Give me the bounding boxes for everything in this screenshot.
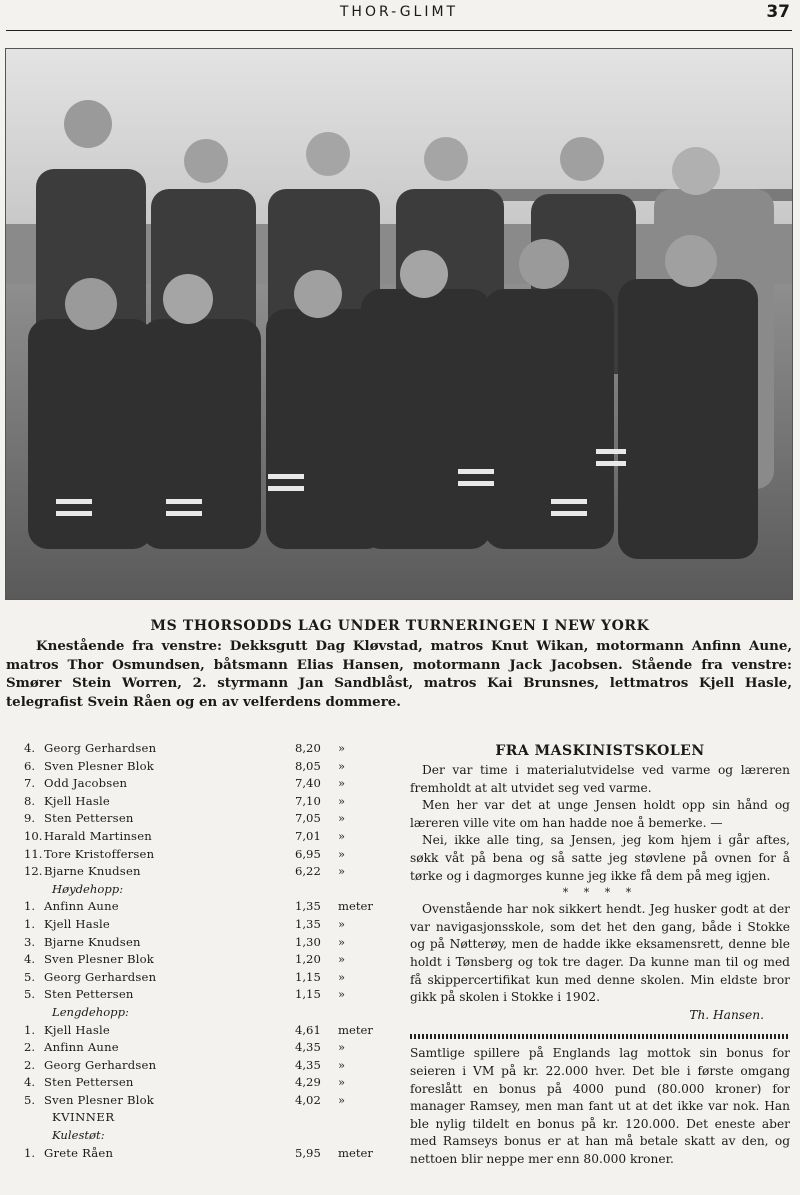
hoydehopp-heading: Høydehopp:	[52, 881, 124, 896]
result-name: Georg Gerhardsen	[44, 741, 157, 755]
result-value: 4,35	[295, 1057, 321, 1072]
result-row	[24, 828, 374, 846]
result-unit: »	[338, 793, 346, 808]
result-row	[24, 898, 374, 916]
dotted-divider	[410, 1034, 790, 1039]
result-value: 8,05	[295, 758, 321, 773]
result-value: 4,29	[295, 1075, 321, 1090]
result-unit: »	[338, 916, 346, 931]
result-name: Kjell Hasle	[44, 916, 110, 931]
result-value: 1,30	[295, 934, 321, 949]
result-unit: meter	[338, 1145, 373, 1160]
result-rank: 2.	[24, 1040, 36, 1055]
result-row	[24, 951, 374, 969]
result-name: Georg Gerhardsen	[44, 969, 157, 984]
result-row	[24, 1074, 374, 1092]
kvinner-heading: KVINNER	[52, 1110, 115, 1125]
result-name: Grete Råen	[44, 1145, 114, 1160]
photo-caption	[6, 637, 792, 711]
result-unit: »	[338, 846, 346, 861]
result-unit: »	[338, 741, 346, 755]
result-unit: »	[338, 811, 346, 826]
result-unit: meter	[338, 1022, 373, 1037]
result-value: 6,22	[295, 864, 321, 879]
result-row	[24, 846, 374, 864]
result-name: Bjarne Knudsen	[44, 864, 141, 879]
result-rank: 6.	[24, 758, 36, 773]
result-row	[24, 969, 374, 987]
result-value: 7,01	[295, 828, 321, 843]
result-rank: 10.	[24, 828, 43, 843]
result-row	[24, 1022, 374, 1040]
results-list	[24, 740, 374, 1162]
result-unit: »	[338, 1057, 346, 1072]
result-value: 1,15	[295, 987, 321, 1002]
result-name: Tore Kristoffersen	[44, 846, 155, 861]
article-column	[410, 740, 790, 1168]
result-rank: 12.	[24, 864, 43, 879]
kulestot-heading: Kulestøt:	[52, 1128, 105, 1143]
article-paragraph: Der var time i materialutvidelse ved varme og læreren fremholdt at alt utvidet seg ved varme.	[410, 763, 790, 795]
page-number: 37	[766, 2, 790, 22]
article-paragraph: Nei, ikke alle ting, sa Jensen, jeg kom hjem i går aftes, søkk våt på bena og så satte jeg støvlene på ovnen for å tørke og i dagmorges kunne jeg ikke få dem på meg igjen.	[410, 833, 790, 883]
result-value: 7,10	[295, 793, 321, 808]
lengdehopp-list	[24, 1022, 374, 1110]
team-photo-illustration	[6, 49, 792, 599]
kulestot-list	[24, 1145, 374, 1163]
result-value: 5,95	[295, 1145, 321, 1160]
result-rank: 2.	[24, 1057, 36, 1072]
result-row	[24, 863, 374, 881]
result-rank: 8.	[24, 793, 36, 808]
result-value: 1,35	[295, 899, 321, 914]
result-row	[24, 758, 374, 776]
result-value: 6,95	[295, 846, 321, 861]
result-name: Sten Pettersen	[44, 987, 134, 1002]
result-value: 1,15	[295, 969, 321, 984]
result-name: Kjell Hasle	[44, 1022, 110, 1037]
result-row	[24, 775, 374, 793]
result-value: 7,40	[295, 776, 321, 791]
result-unit: »	[338, 828, 346, 843]
result-row	[24, 1092, 374, 1110]
result-unit: »	[338, 1040, 346, 1055]
result-name: Georg Gerhardsen	[44, 1057, 157, 1072]
result-unit: »	[338, 952, 346, 967]
result-value: 1,20	[295, 952, 321, 967]
result-unit: »	[338, 776, 346, 791]
result-name: Anfinn Aune	[44, 1040, 119, 1055]
result-unit: meter	[338, 899, 373, 914]
result-unit: »	[338, 864, 346, 879]
result-value: 4,35	[295, 1040, 321, 1055]
article-title: FRA MASKINISTSKOLEN	[495, 743, 705, 759]
result-rank: 11.	[24, 846, 43, 861]
result-name: Odd Jacobsen	[44, 776, 128, 791]
result-name: Anfinn Aune	[44, 899, 119, 914]
result-unit: »	[338, 1075, 346, 1090]
result-value: 8,20	[295, 741, 321, 755]
result-row	[24, 810, 374, 828]
result-value: 7,05	[295, 811, 321, 826]
result-name: Harald Martinsen	[44, 828, 152, 843]
result-unit: »	[338, 969, 346, 984]
result-value: 1,35	[295, 916, 321, 931]
result-name: Sten Pettersen	[44, 1075, 134, 1090]
news-paragraph: Samtlige spillere på Englands lag mottok sin bonus for seieren i VM på kr. 22.000 hver. Det ble i første omgang foreslått en bonus på 4000 pund (80.000 kroner) for manager Ramsey, men man fant ut at det ikke var nok. Han ble nylig tildelt en bonus på kr. 120.000. Det eneste aber med Ramseys bonus er at han må betale skatt av den, og nettoen blir neppe mer enn 80.000 kroner.	[410, 1046, 790, 1166]
result-row	[24, 986, 374, 1004]
article-paragraph: Men her var det at unge Jensen holdt opp sin hånd og læreren ville vite om han hadde noe å bemerke. —	[410, 798, 790, 830]
article-paragraph: Ovenstående har nok sikkert hendt. Jeg husker godt at der var navigasjonsskole, som det het den gang, både i Stokke og på Nøtterøy, men de hadde ikke eksamensrett, denne ble holdt i Tønsberg og tok tre dager. Da kunne man til og med få skippercertifikat kun med denne skolen. Min eldste bror gikk på skolen i Stokke i 1902.	[410, 902, 790, 1005]
photo-caption-text: Knestående fra venstre: Dekksgutt Dag Kløvstad, matros Knut Wikan, motormann Anfinn Aune, matros Thor Osmundsen, båtsmann Elias Hansen, motormann Jack Jacobsen. Stående fra venstre: Smører Stein Worren, 2. styrmann Jan Sandblåst, matros Kai Brunsnes, lettmatros Kjell Hasle, telegrafist Svein Råen og en av velferdens dommere.	[6, 638, 792, 710]
result-rank: 5.	[24, 987, 36, 1002]
section-separator: * * * *	[562, 886, 638, 900]
result-rank: 4.	[24, 952, 36, 967]
result-rank: 1.	[24, 916, 36, 931]
lengdehopp-heading: Lengdehopp:	[52, 1004, 129, 1019]
result-row	[24, 916, 374, 934]
result-row	[24, 740, 374, 758]
magazine-title: THOR-GLIMT	[339, 4, 459, 20]
result-name: Bjarne Knudsen	[44, 934, 141, 949]
result-rank: 4.	[24, 1075, 36, 1090]
result-rank: 1.	[24, 1022, 36, 1037]
result-row	[24, 1039, 374, 1057]
result-name: Sven Plesner Blok	[44, 1092, 155, 1107]
result-unit: »	[338, 987, 346, 1002]
hoydehopp-list	[24, 898, 374, 1004]
result-name: Sten Pettersen	[44, 811, 134, 826]
result-name: Sven Plesner Blok	[44, 952, 155, 967]
result-rank: 5.	[24, 1092, 36, 1107]
results-first-list	[24, 740, 374, 881]
news-item	[410, 1045, 790, 1168]
result-rank: 4.	[24, 741, 36, 755]
result-rank: 7.	[24, 776, 36, 791]
result-row	[24, 934, 374, 952]
result-row	[24, 1145, 374, 1163]
result-rank: 5.	[24, 969, 36, 984]
page-header	[6, 0, 792, 31]
article-signature: Th. Hansen.	[689, 1007, 764, 1022]
result-row	[24, 1057, 374, 1075]
result-unit: »	[338, 1092, 346, 1107]
result-value: 4,02	[295, 1092, 321, 1107]
result-name: Kjell Hasle	[44, 793, 110, 808]
result-unit: »	[338, 934, 346, 949]
photo-caption-title: MS THORSODDS LAG UNDER TURNERINGEN I NEW YORK	[150, 618, 650, 634]
result-value: 4,61	[295, 1022, 321, 1037]
result-unit: »	[338, 758, 346, 773]
result-row	[24, 793, 374, 811]
result-rank: 1.	[24, 899, 36, 914]
result-rank: 1.	[24, 1145, 36, 1160]
result-rank: 9.	[24, 811, 36, 826]
result-rank: 3.	[24, 934, 36, 949]
result-name: Sven Plesner Blok	[44, 758, 155, 773]
team-photo	[5, 48, 793, 600]
